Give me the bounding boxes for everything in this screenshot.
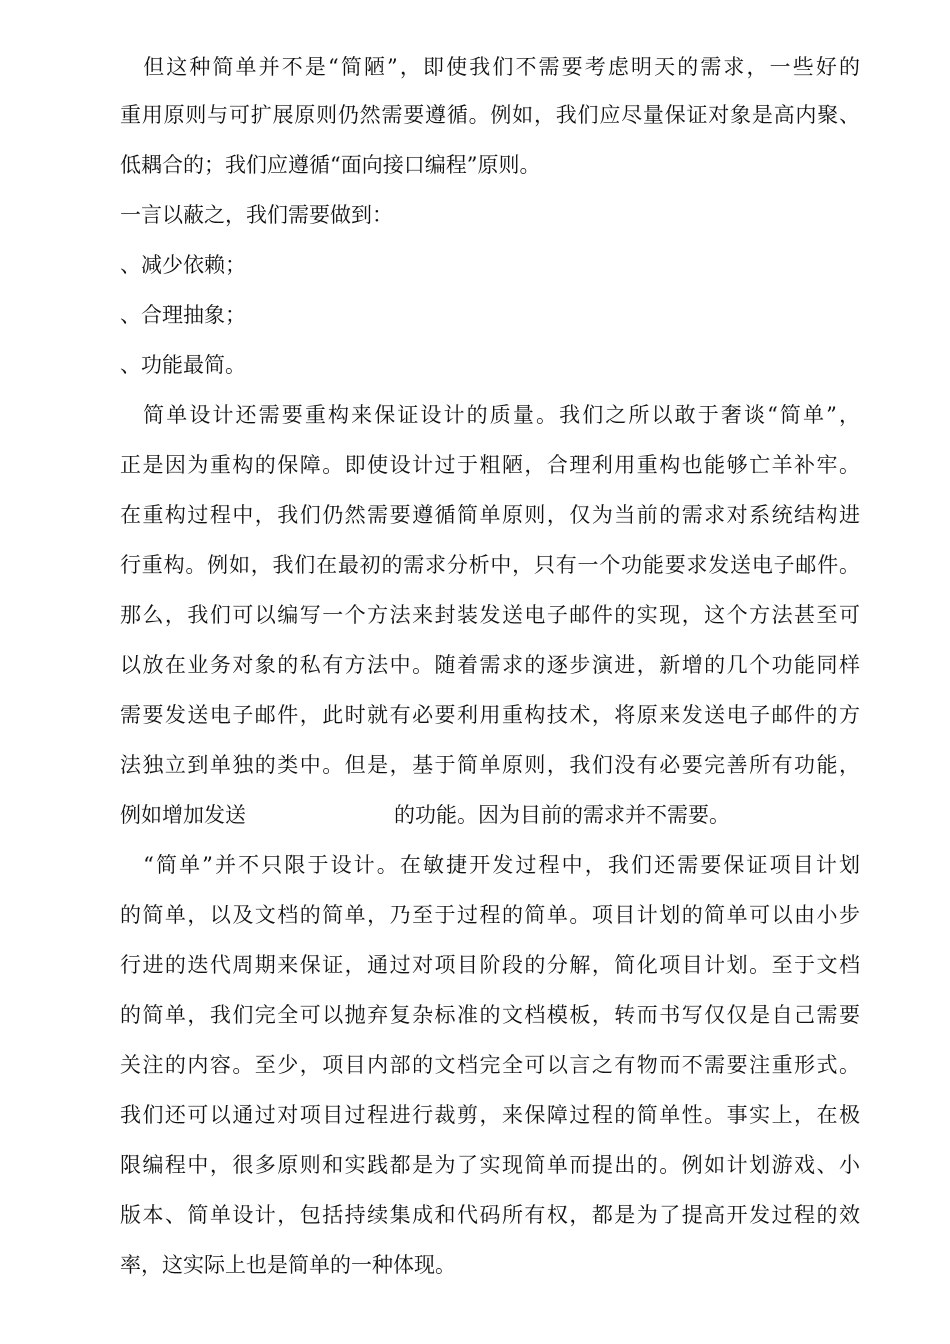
- summary-intro: 一言以蔽之，我们需要做到：: [120, 203, 393, 227]
- paragraph-2-line-7: 需要发送电子邮件，此时就有必要利用重构技术，将原来发送电子邮件的方: [120, 703, 860, 727]
- paragraph-3-line-3: 行进的迭代周期来保证，通过对项目阶段的分解，简化项目计划。至于文档: [120, 953, 860, 977]
- paragraph-3-line-8: 版本、简单设计，包括持续集成和代码所有权，都是为了提高开发过程的效: [120, 1203, 860, 1227]
- paragraph-1-line-1: 但这种简单并不是“简陋”，即使我们不需要考虑明天的需求，一些好的: [120, 55, 860, 79]
- paragraph-3-line-1: “简单”并不只限于设计。在敏捷开发过程中，我们还需要保证项目计划: [120, 853, 860, 877]
- paragraph-2-last-line-head: 例如增加发送: [120, 803, 246, 827]
- paragraph-3-line-4: 的简单，我们完全可以抛弃复杂标准的文档模板，转而书写仅仅是自己需要: [120, 1003, 860, 1027]
- paragraph-2-last-line-tail: 的功能。因为目前的需求并不需要。: [394, 803, 730, 827]
- paragraph-2-line-8: 法独立到单独的类中。但是，基于简单原则，我们没有必要完善所有功能，: [120, 753, 860, 777]
- paragraph-2-line-4: 行重构。例如，我们在最初的需求分析中，只有一个功能要求发送电子邮件。: [120, 553, 860, 577]
- list-item: 、减少依赖；: [120, 253, 246, 277]
- paragraph-2-line-2: 正是因为重构的保障。即使设计过于粗陋，合理利用重构也能够亡羊补牢。: [120, 453, 860, 477]
- paragraph-3-line-7: 限编程中，很多原则和实践都是为了实现简单而提出的。例如计划游戏、小: [120, 1153, 860, 1177]
- paragraph-2-line-1: 简单设计还需要重构来保证设计的质量。我们之所以敢于奢谈“简单”，: [120, 403, 860, 427]
- paragraph-1-line-2: 重用原则与可扩展原则仍然需要遵循。例如，我们应尽量保证对象是高内聚、: [120, 103, 860, 127]
- paragraph-3-line-6: 我们还可以通过对项目过程进行裁剪，来保障过程的简单性。事实上，在极: [120, 1103, 860, 1127]
- paragraph-2-line-9: [120, 800, 860, 830]
- paragraph-3-line-9: 率，这实际上也是简单的一种体现。: [120, 1253, 456, 1277]
- paragraph-3-line-2: 的简单，以及文档的简单，乃至于过程的简单。项目计划的简单可以由小步: [120, 903, 860, 927]
- paragraph-2-line-3: 在重构过程中，我们仍然需要遵循简单原则，仅为当前的需求对系统结构进: [120, 503, 860, 527]
- list-item: 、合理抽象；: [120, 303, 246, 327]
- paragraph-1-line-3: 低耦合的；我们应遵循“面向接口编程”原则。: [120, 153, 541, 177]
- paragraph-2-line-6: 以放在业务对象的私有方法中。随着需求的逐步演进，新增的几个功能同样: [120, 653, 860, 677]
- list-item: 、功能最简。: [120, 353, 246, 377]
- paragraph-2-line-5: 那么，我们可以编写一个方法来封装发送电子邮件的实现，这个方法甚至可: [120, 603, 860, 627]
- paragraph-3-line-5: 关注的内容。至少，项目内部的文档完全可以言之有物而不需要注重形式。: [120, 1053, 860, 1077]
